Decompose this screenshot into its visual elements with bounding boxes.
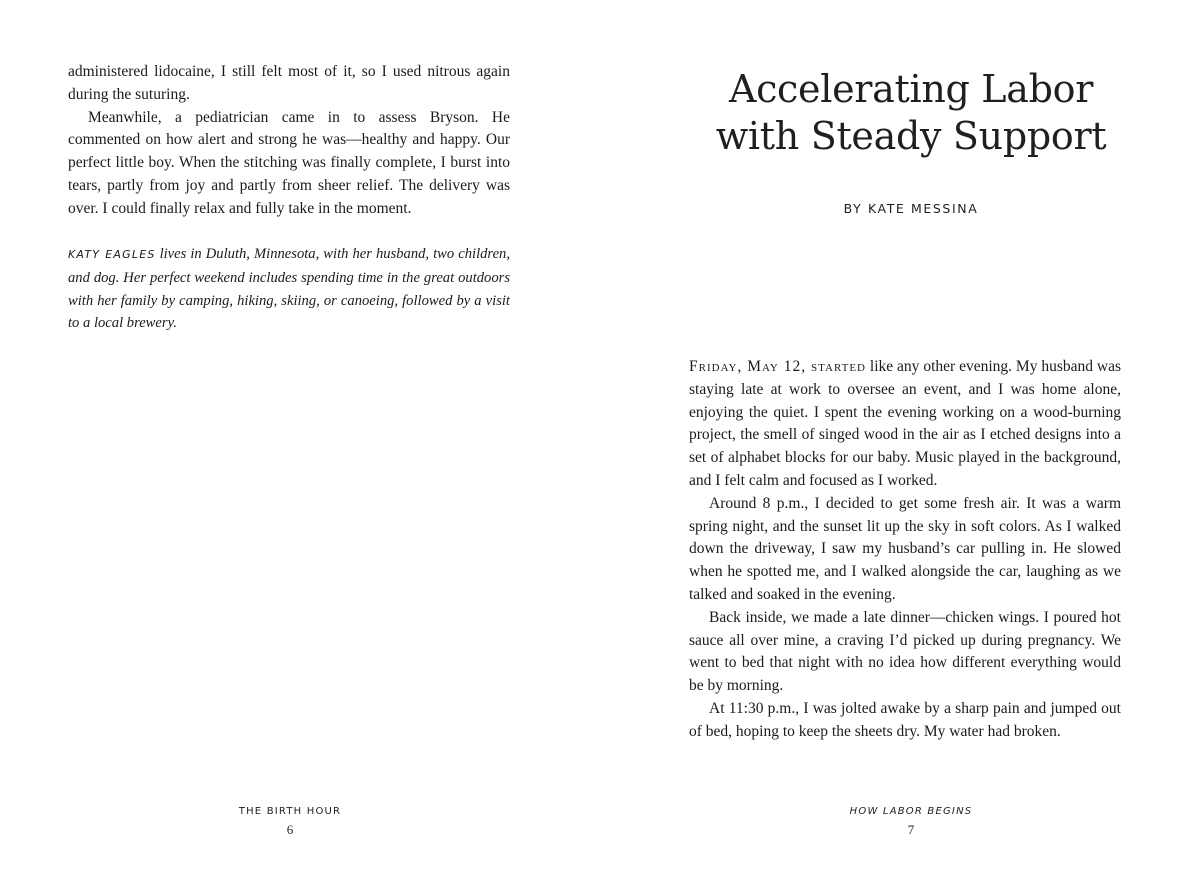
lead-in-small-caps: Friday, May 12, started <box>689 358 867 375</box>
paragraph: Back inside, we made a late dinner—chicken wings. I poured hot sauce all over mine, a craving I’d picked up during pregnancy. We went to bed that night with no idea how different everything would be by morning. <box>689 608 1121 695</box>
paragraph <box>689 356 1121 493</box>
chapter-title-line-2: with Steady Support <box>715 114 1107 158</box>
chapter-title-line-1: Accelerating Labor <box>728 67 1094 111</box>
running-footer: THE BIRTH HOUR <box>238 806 342 817</box>
running-footer: HOW LABOR BEGINS <box>849 806 973 817</box>
page-number: 6 <box>286 822 294 837</box>
bio-text: lives in Duluth, Minnesota, with her husband, two children, and dog. Her perfect weekend includes spending time in the great outdoors with her family by camping, hiking, skiing, or canoeing, followed by a visit to a local brewery. <box>68 246 510 332</box>
paragraph: Meanwhile, a pediatrician came in to assess Bryson. He commented on how alert and strong he was—healthy and happy. Our perfect little boy. When the stitching was finally complete, I burst into tears, partly from joy and partly from sheer relief. The delivery was over. I could finally relax and fully take in the moment. <box>68 108 510 217</box>
author-bio <box>68 243 510 335</box>
page-number: 7 <box>907 822 915 837</box>
byline: BY KATE MESSINA <box>843 201 979 216</box>
paragraph: Around 8 p.m., I decided to get some fresh air. It was a warm spring night, and the sunset lit up the sky in soft colors. As I walked down the driveway, I saw my husband’s car pulling in. He slowed when he spotted me, and I walked alongside the car, laughing as we talked and soaked in the evening. <box>689 494 1121 603</box>
right-page <box>600 0 1200 873</box>
bio-author-name: KATY EAGLES <box>68 248 156 261</box>
paragraph: At 11:30 p.m., I was jolted awake by a sharp pain and jumped out of bed, hoping to keep the sheets dry. My water had broken. <box>689 699 1121 740</box>
paragraph-text: like any other evening. My husband was staying late at work to oversee an event, and I was home alone, enjoying the quiet. I spent the evening working on a wood-burning project, the smell of singed wood in the air as I etched designs into a set of alphabet blocks for our baby. Music played in the background, and I felt calm and focused as I worked. <box>689 358 1122 489</box>
left-body-text <box>68 61 510 221</box>
paragraph: administered lidocaine, I still felt most of it, so I used nitrous again during the suturing. <box>68 63 510 103</box>
chapter-title <box>600 66 1200 160</box>
right-body-text <box>689 356 1121 744</box>
